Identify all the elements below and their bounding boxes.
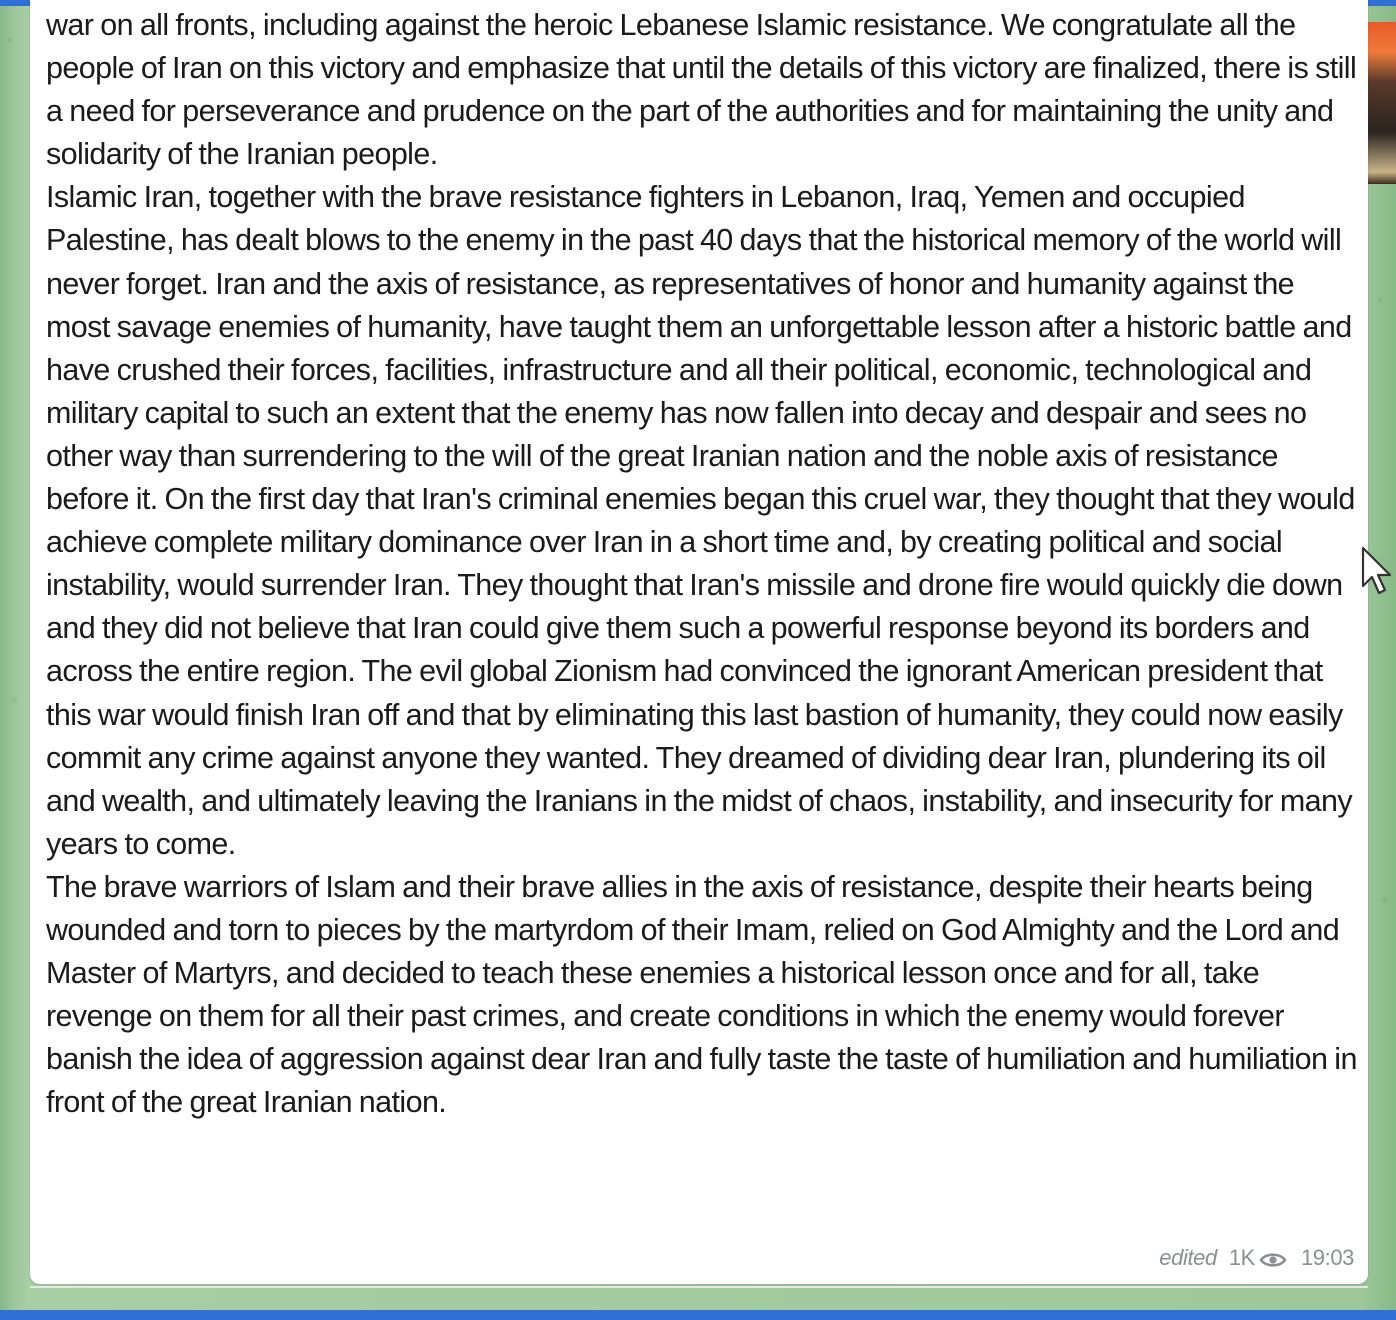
message-meta	[1159, 1245, 1354, 1271]
edited-label: edited	[1159, 1245, 1217, 1270]
window-bottom-strip	[0, 1310, 1396, 1320]
message-text: war on all fronts, including against the heroic Lebanese Islamic resistance. We congratulate all the people of Iran on this victory and emphasize that until the details of this victory are finalized, there is still a need for perseverance and prudence on the part of the authorities and for maintaining the unity and solidarity of the Iranian people. Islamic Iran, together with the brave resistance fighters in Lebanon, Iraq, Yemen and occupied Palestine, has dealt blows to the enemy in the past 40 days that the historical memory of the world will never forget. Iran and the axis of resistance, as representatives of honor and humanity against the most savage enemies of humanity, have taught them an unforgettable lesson after a historic battle and have crushed their forces, facilities, infrastructure and all their political, economic, technological and military capital to such an extent that the enemy has now fallen into decay and despair and sees no other way than surrendering to the will of the great Iranian nation and the noble axis of resistance before it. On the first day that Iran's criminal enemies began this cruel war, they thought that they would achieve complete military dominance over Iran in a short time and, by creating political and social instability, would surrender Iran. They thought that Iran's missile and drone fire would quickly die down and they did not believe that Iran could give them such a powerful response beyond its borders and across the entire region. The evil global Zionism had convinced the ignorant American president that this war would finish Iran off and that by eliminating this last bastion of humanity, they could now easily commit any crime against anyone they wanted. They dreamed of dividing dear Iran, plundering its oil and wealth, and ultimately leaving the Iranians in the midst of chaos, instability, and insecurity for many years to come. The brave warriors of Islam and their brave allies in the axis of resistance, despite their hearts being wounded and torn to pieces by the martyrdom of their Imam, relied on God Almighty and the Lord and Master of Martyrs, and decided to teach these enemies a historical lesson once and for all, take revenge on them for all their past crimes, and create conditions in which the enemy would forever banish the idea of aggression against dear Iran and fully taste the taste of humiliation and humiliation in front of the great Iranian nation.	[46, 8, 1357, 1120]
message-time: 19:03	[1300, 1245, 1354, 1270]
mouse-pointer-icon	[1360, 546, 1394, 598]
view-count: 1K	[1228, 1245, 1255, 1270]
channel-avatar[interactable]	[1368, 22, 1396, 184]
message-bubble[interactable]	[30, 0, 1368, 1284]
message-divider	[30, 1286, 1368, 1288]
eye-icon	[1259, 1249, 1287, 1267]
